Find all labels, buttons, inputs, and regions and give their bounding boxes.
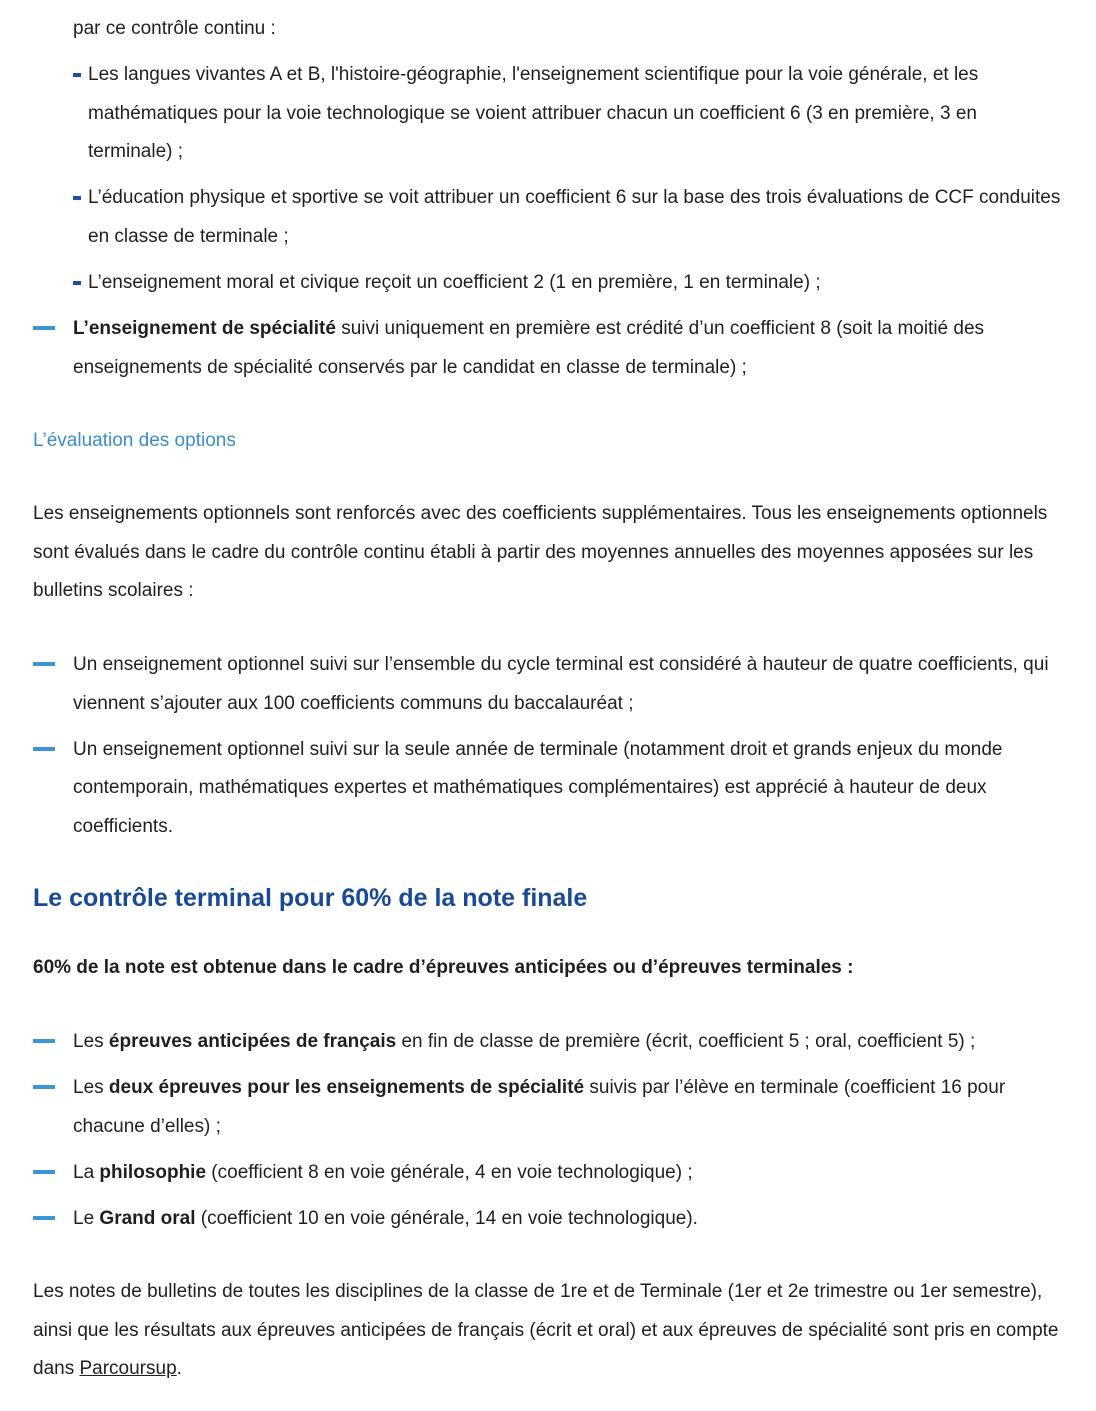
item-pre: Les (73, 1031, 109, 1052)
list-item (88, 56, 1063, 172)
list-item-text (73, 1154, 1063, 1193)
bold-term: épreuves anticipées de français (108, 1031, 397, 1052)
item-pre: Le (73, 1207, 100, 1229)
item-post: (coefficient 8 en voie générale, 4 en voie technologique) ; (206, 1161, 693, 1183)
list-item-text (73, 1200, 1063, 1239)
list-item-text (73, 310, 1063, 387)
final-paragraph-text: Les notes de bulletins de toutes les disciplines de la classe de 1re et de Terminale (1er et 2e trimestre ou 1er semestre), ainsi que les résultats aux épreuves anticipées de français (écrit et oral) et aux épreuves de spécialité sont pris en compte dans (33, 1281, 1059, 1379)
list-item-text: Un enseignement optionnel suivi sur la seule année de terminale (notamment droit et grands enjeux du monde contemporain, mathématiques expertes et mathématiques complémentaires) est apprécié à hauteur de deux coefficients. (73, 738, 1003, 837)
item-post: en fin de classe de première (écrit, coefficient 5 ; oral, coefficient 5) ; (396, 1031, 976, 1052)
list-item-text (73, 1069, 1063, 1146)
list-item (88, 179, 1063, 256)
list-item (88, 264, 1063, 303)
item-pre: Les (73, 1077, 109, 1098)
item-rest: suivi uniquement en première est crédité d’un coefficient 8 (soit la moitié des enseignements de spécialité conservés par le candidat en classe de terminale) ; (73, 318, 985, 378)
list-item-text: L’éducation physique et sportive se voit attribuer un coefficient 6 sur la base des trois évaluations de CCF conduites en classe de terminale ; (88, 187, 1061, 247)
list-item (0, 1069, 1096, 1146)
list-item (0, 1023, 1096, 1062)
list-item (0, 1154, 1096, 1193)
bold-term: deux épreuves pour les enseignements de spécialité (108, 1077, 585, 1098)
final-paragraph (33, 1273, 1073, 1389)
list-item (0, 1200, 1096, 1239)
options-list (0, 646, 1096, 854)
list-item (0, 646, 1096, 723)
terminal-list (0, 1023, 1096, 1246)
item-post: suivis par l’élève en terminale (coefficient 16 pour chacune d’elles) ; (73, 1077, 1006, 1137)
list-item (0, 310, 1096, 387)
list-item-text: Les langues vivantes A et B, l'histoire-géographie, l'enseignement scientifique pour la voie générale, et les mathématiques pour la voie technologique se voient attribuer chacun un coefficient 6 (3 en première, 3 en terminale) ; (88, 64, 979, 162)
list-item-text: L’enseignement moral et civique reçoit un coefficient 2 (1 en première, 1 en terminale) ; (88, 271, 821, 293)
item-pre: La (73, 1161, 100, 1183)
parcoursup-link[interactable]: Parcoursup (79, 1358, 177, 1379)
list-item (0, 731, 1096, 847)
section-title: Le contrôle terminal pour 60% de la note finale (33, 884, 588, 912)
bold-term: philosophie (99, 1161, 207, 1183)
intro-line: par ce contrôle continu : (73, 18, 276, 39)
final-paragraph-end: . (176, 1358, 182, 1379)
list-item-text (73, 1023, 1063, 1062)
bold-term: Grand oral (99, 1207, 196, 1229)
options-heading: L’évaluation des options (33, 430, 236, 451)
list-item-text: Un enseignement optionnel suivi sur l’ensemble du cycle terminal est considéré à hauteur de quatre coefficients, qui viennent s’ajouter aux 100 coefficients communs du baccalauréat ; (73, 654, 1049, 714)
bold-term: L’enseignement de spécialité (73, 318, 336, 339)
specialite-list (0, 310, 1096, 395)
item-post: (coefficient 10 en voie générale, 14 en voie technologique). (195, 1207, 698, 1229)
options-paragraph: Les enseignements optionnels sont renforcés avec des coefficients supplémentaires. Tous les enseignements optionnels sont évalués dans le cadre du contrôle continu établi à partir des moyennes annuelles des moyennes apposées sur les bulletins scolaires : (33, 503, 1048, 601)
section-lead: 60% de la note est obtenue dans le cadre d’épreuves anticipées ou d’épreuves terminales : (33, 957, 854, 978)
controle-continu-sublist (88, 56, 1063, 310)
